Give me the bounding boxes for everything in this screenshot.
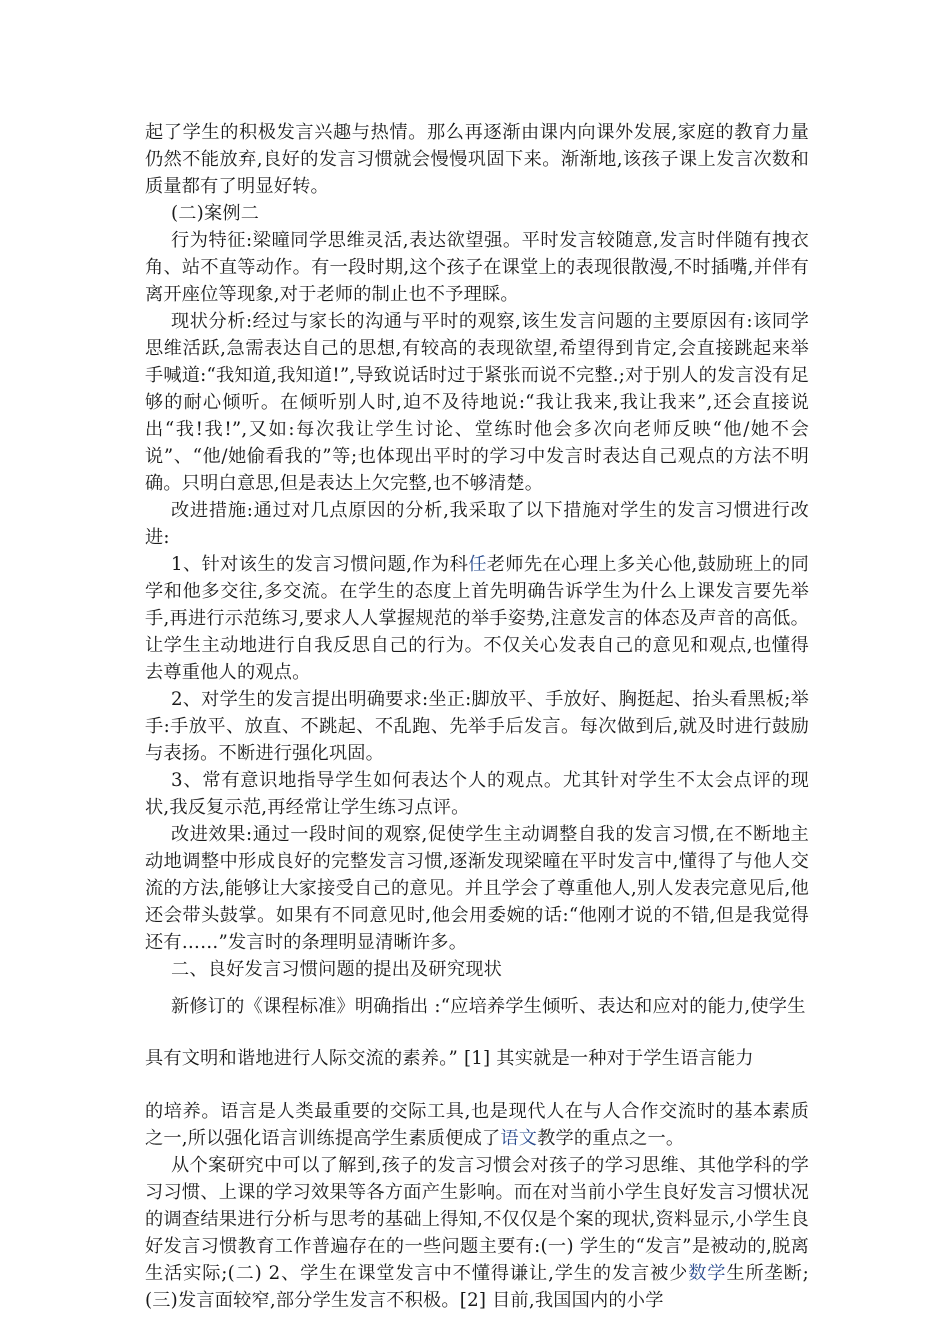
link-ren[interactable]: 任 bbox=[468, 554, 487, 575]
measure-one-text-a: 1、针对该生的发言习惯问题,作为科 bbox=[171, 554, 469, 575]
measure-one-text-b: 老师先在心理上多关心他,鼓励班上的同学和他多交往,多交流。在学生的态度上首先明确告诉学生为什么上课发言要先举手,再进行示范练习,要求人人掌握规范的举手姿势,注意发言的体态及声音的高低。让学生主动地进行自我反思自己的行为。不仅关心发表自己的意见和观点,也懂得去尊重他人的观点。 bbox=[145, 554, 809, 683]
research-text-a: 从个案研究中可以了解到,孩子的发言习惯会对孩子的学习思维、其他学科的学习习惯、上课的学习效果等各方面产生影响。而在对当前小学生良好发言习惯状况的调查结果进行分析与思考的基础上得知,不仅仅是个案的现状,资料显示,小学生良好发言习惯教育工作普遍存在的一些问题主要有:(一) 学生的“发言”是被动的,脱离生活实际;(二) 2、学生在课堂发言中不懂得谦让,学生的发言被少 bbox=[145, 1155, 809, 1284]
paragraph-measures-intro: 改进措施:通过对几点原因的分析,我采取了以下措施对学生的发言习惯进行改进: bbox=[145, 500, 809, 548]
paragraph-case-one-conclusion: 起了学生的积极发言兴趣与热情。那么再逐渐由课内向课外发展,家庭的教育力量仍然不能放弃,良好的发言习惯就会慢慢巩固下来。渐渐地,该孩子课上发言次数和质量都有了明显好转。 bbox=[145, 122, 809, 197]
paragraph-effect: 改进效果:通过一段时间的观察,促使学生主动调整自我的发言习惯,在不断地主动地调整中形成良好的完整发言习惯,逐渐发现梁曈在平时发言中,懂得了与他人交流的方法,能够让大家接受自己的意见。并且学会了尊重他人,别人发表完意见后,他还会带头鼓掌。如果有不同意见时,他会用委婉的话:“他刚才说的不错,但是我觉得还有……”发言时的条理明显清晰许多。 bbox=[145, 824, 809, 953]
link-shuxue[interactable]: 数学 bbox=[688, 1263, 727, 1284]
research-text-b: 生所垄断;(三)发言面较窄,部分学生发言不积极。[2] 目前,我国国内的小学 bbox=[145, 1263, 810, 1311]
paragraph-case-research bbox=[145, 1152, 809, 1314]
paragraph-measure-one bbox=[145, 551, 809, 686]
paragraph-measure-three: 3、常有意识地指导学生如何表达个人的观点。尤其针对学生不太会点评的现状,我反复示范,再经常让学生练习点评。 bbox=[145, 770, 809, 818]
paragraph-measure-two: 2、对学生的发言提出明确要求:坐正:脚放平、手放好、胸挺起、抬头看黑板;举手:手放平、放直、不跳起、不乱跑、先举手后发言。每次做到后,就及时进行鼓励与表扬。不断进行强化巩固。 bbox=[145, 689, 809, 764]
paragraph-analysis: 现状分析:经过与家长的沟通与平时的观察,该生发言问题的主要原因有:该同学思维活跃,急需表达自己的思想,有较高的表现欲望,希望得到肯定,会直接跳起来举手喊道:“我知道,我知道!”,导致说话时过于紧张而说不完整.;对于别人的发言没有足够的耐心倾听。在倾听别人时,迫不及待地说:“我让我来,我让我来”,还会直接说出“我!我!”,又如:每次我让学生讨论、堂练时他会多次向老师反映“他/她不会说”、“他/她偷看我的”等;也体现出平时的学习中发言时表达自己观点的方法不明确。只明白意思,但是表达上欠完整,也不够清楚。 bbox=[145, 311, 809, 494]
language-text-b: 教学的重点之一。 bbox=[537, 1128, 685, 1149]
paragraph-curriculum-line1: 新修订的《课程标准》明确指出 :“应培养学生倾听、表达和应对的能力,使学生 bbox=[171, 996, 806, 1017]
link-yuwen[interactable]: 语文 bbox=[500, 1128, 538, 1149]
paragraph-behavior: 行为特征:梁曈同学思维灵活,表达欲望强。平时发言较随意,发言时伴随有拽衣角、站不直等动作。有一段时期,这个孩子在课堂上的表现很散漫,不时插嘴,并伴有离开座位等现象,对于老师的制止也不予理睬。 bbox=[145, 230, 809, 305]
heading-section-two: 二、良好发言习惯问题的提出及研究现状 bbox=[171, 959, 502, 980]
paragraph-curriculum-line2: 具有文明和谐地进行人际交流的素养。” [1] 其实就是一种对于学生语言能力 bbox=[145, 1048, 754, 1069]
document-page bbox=[145, 119, 809, 1314]
heading-case-two: (二)案例二 bbox=[171, 203, 260, 224]
paragraph-language-training bbox=[145, 1098, 809, 1152]
language-text-a: 的培养。语言是人类最重要的交际工具,也是现代人在与人合作交流时的基本素质之一,所以强化语言训练提高学生素质便成了 bbox=[145, 1101, 809, 1149]
